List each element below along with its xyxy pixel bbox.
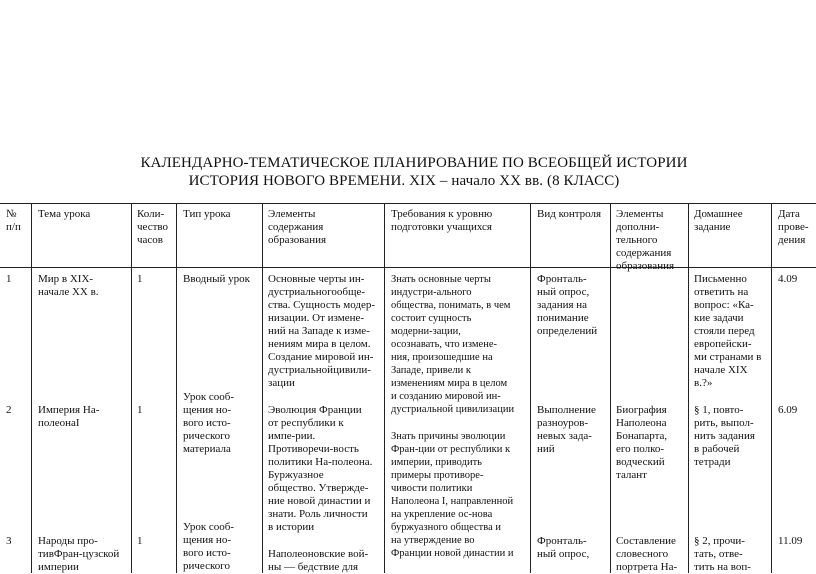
header-elements: Элементы содержания образования [268,208,327,246]
row2-control: Выполнение разноуров- невых зада- ний [537,404,596,455]
header-count: Коли- чество часов [137,208,168,246]
row1-elements: Основные черты ин- дустриальногообще- ства. Сущность модер- низации. От измене- ний на Западе к изме- нениям мира в целом. Создание мировой ин- дустриальнойцивили- зации [268,273,376,389]
header-extra: Элементы дополни- тельного содержания образования [616,208,675,272]
row3-control: Фронталь- ный опрос, [537,535,590,560]
header-topic: Тема урока [38,208,91,220]
row2-date: 6.09 [778,404,798,416]
header-date: Дата прове- дения [778,208,809,246]
row1-type: Вводный урок [183,273,250,285]
row3-type: Урок сооб- щения но- вого исто- рического [183,521,235,572]
row2-requirements: Знать причины эволюции Фран-ции от республики к империи, приводить примеры противоре- чивости политики Наполеона I, направленной на укрепление ос-нова буржуазного общества и на утверждение во Франции новой династии и [391,431,514,559]
row3-elements: Наполеоновские вой- ны — бедствие для [268,548,369,573]
row2-extra: Биография Наполеона Бонапарта, его полко- водческий талант [616,404,668,481]
row2-type: Урок сооб- щения но- вого исто- рического материала [183,391,235,455]
row3-date: 11.09 [778,535,803,547]
header-num: № п/п [6,208,21,233]
row1-topic: Мир в XIX- начале XX в. [38,273,99,298]
row1-requirements: Знать основные черты индустри-ального общества, понимать, в чем состоит сущность модерни-зации, осознавать, что измене- ния, произошедшие на Западе, привели к изменениям мира в целом и созданию мировой ин- дустриальной цивилизации [391,274,515,415]
row1-date: 4.09 [778,273,798,285]
document-title: КАЛЕНДАРНО-ТЕМАТИЧЕСКОЕ ПЛАНИРОВАНИЕ ПО ВСЕОБЩЕЙ ИСТОРИИ [140,155,688,171]
row3-num: 3 [6,535,12,547]
row2-homework: § 1, повто- рить, выпол- нить задания в рабочей тетради [694,404,755,468]
row3-topic: Народы про- тивФран-цузской империи [38,535,120,573]
header-requirements: Требования к уровню подготовки учащихся [391,208,493,233]
document-subtitle: ИСТОРИЯ НОВОГО ВРЕМЕНИ. XIX – начало XX вв. (8 КЛАСС) [188,173,620,189]
header-type: Тип урока [183,208,231,220]
row1-num: 1 [6,273,12,285]
row1-count: 1 [137,273,143,285]
row2-elements: Эволюция Франции от республики к импе-рии. Противоречи-вость политики На-полеона. Буржуазное общество. Утвержде- ние новой династии и знати. Роль личности в истории [268,404,373,533]
row1-homework: Письменно ответить на вопрос: «Ка- кие задачи стояли перед европейски- ми странами в начале XIX в.?» [694,273,762,389]
row3-extra: Составление словесного портрета На- [616,535,678,573]
row2-count: 1 [137,404,143,416]
header-homework: Домашнее задание [694,208,743,233]
header-control: Вид контроля [537,208,602,220]
row1-control: Фронталь- ный опрос, задания на понимание определений [537,273,598,337]
row3-count: 1 [137,535,143,547]
row2-topic: Империя На- полеонаI [38,404,100,429]
row3-homework: § 2, прочи- тать, отве- тить на воп- [694,535,751,573]
row2-num: 2 [6,404,12,416]
